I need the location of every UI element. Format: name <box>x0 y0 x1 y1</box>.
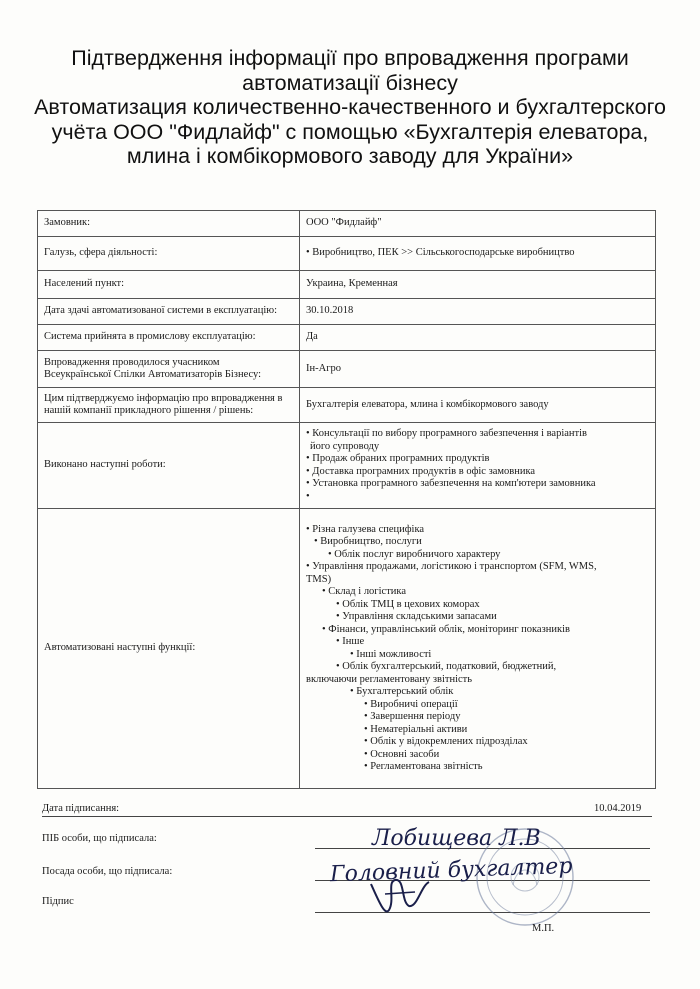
list-item: • Завершення періоду <box>364 711 461 722</box>
list-item: • Консультації по вибору програмного забезпечення і варіантів <box>306 428 587 439</box>
table-row <box>38 509 656 789</box>
functions-list <box>300 509 656 789</box>
accepted-value: Да <box>300 325 656 351</box>
handwritten-name: Лобищева Л.В <box>372 826 541 851</box>
signing-date-value: 10.04.2019 <box>594 803 642 814</box>
signer-name-label: ПІБ особи, що підписала: <box>42 833 157 844</box>
table-row <box>38 423 656 509</box>
list-item: TMS) <box>306 573 332 585</box>
list-item: • Регламентована звітність <box>364 761 483 772</box>
list-item: • Облік ТМЦ в цехових коморах <box>336 598 480 610</box>
list-item: • Установка програмного забезпечення на комп'ютери замовника <box>306 478 596 489</box>
list-item: • Облік бухгалтерський, податковий, бюджетний, <box>336 661 557 672</box>
partner-label-line: Всеукраїнської Спілки Автоматизаторів Бізнесу: <box>44 369 262 380</box>
list-item: • Управління складськими запасами <box>336 611 497 622</box>
title-line: млина і комбікормового заводу для України» <box>126 144 574 168</box>
title-line: автоматизації бізнесу <box>242 70 458 95</box>
solution-label <box>38 388 300 423</box>
works-list <box>300 423 656 509</box>
table-row <box>38 299 656 325</box>
list-item: • Виробничі операції <box>364 698 458 710</box>
date-label: Дата здачі автоматизованої системи в експлуатацію: <box>38 299 300 325</box>
handwritten-signature <box>365 872 435 922</box>
handwritten-position: Головний бухгалтер <box>329 853 573 888</box>
signer-position-label: Посада особи, що підписала: <box>42 866 173 877</box>
list-item: • Продаж обраних програмних продуктів <box>306 453 490 464</box>
list-item: • Склад і логістика <box>322 586 406 597</box>
solution-label-line: Цим підтверджуємо інформацію про впровадження в <box>44 392 283 404</box>
solution-value: Бухгалтерія елеватора, млина і комбікормового заводу <box>300 388 656 423</box>
accepted-label: Система прийнята в промислову експлуатацію: <box>38 325 300 351</box>
client-label: Замовник: <box>38 211 300 237</box>
table-row <box>38 351 656 388</box>
industry-label: Галузь, сфера діяльності: <box>38 237 300 271</box>
list-item: • <box>306 490 310 502</box>
title-line: учёта ООО "Фидлайф" с помощью «Бухгалтерія елеватора, <box>51 119 649 144</box>
document-title <box>20 46 680 169</box>
functions-label: Автоматизовані наступні функції: <box>38 509 300 789</box>
partner-label <box>38 351 300 388</box>
table-row <box>38 271 656 299</box>
list-item: • Управління продажами, логістикою і транспортом (SFM, WMS, <box>306 561 597 572</box>
info-table <box>37 210 656 789</box>
signature-label: Підпис <box>42 896 74 907</box>
list-item: • Різна галузева специфіка <box>306 523 425 535</box>
list-item: його супроводу <box>310 440 380 452</box>
industry-value: • Виробництво, ПЕК >> Сільськогосподарське виробництво <box>300 237 656 271</box>
partner-value: Ін-Агро <box>300 351 656 388</box>
title-line: Підтвердження інформації про впровадження програми <box>71 46 629 70</box>
table-row <box>38 388 656 423</box>
list-item: включаючи регламентовану звітність <box>306 673 473 685</box>
list-item: • Виробництво, послуги <box>314 536 422 547</box>
table-row <box>38 237 656 271</box>
mp-label: М.П. <box>532 923 555 934</box>
list-item: • Фінанси, управлінський облік, моніторинг показників <box>322 623 570 635</box>
title-line: Автоматизация количественно-качественного и бухгалтерского <box>34 95 666 119</box>
client-value: ООО "Фидлайф" <box>300 211 656 237</box>
list-item: • Бухгалтерський облік <box>350 686 454 697</box>
city-label: Населений пункт: <box>38 271 300 299</box>
date-value: 30.10.2018 <box>300 299 656 325</box>
list-item: • Облік послуг виробничого характеру <box>328 548 501 560</box>
partner-label-line: Впровадження проводилося учасником <box>44 356 220 368</box>
list-item: • Облік у відокремлених підрозділах <box>364 736 528 747</box>
signing-date-label: Дата підписання: <box>42 803 120 814</box>
works-label: Виконано наступні роботи: <box>38 423 300 509</box>
list-item: • Інше <box>336 636 365 647</box>
divider <box>42 816 652 817</box>
solution-label-line: нашій компанії прикладного рішення / рішень: <box>44 405 254 416</box>
list-item: • Інші можливості <box>350 648 432 660</box>
list-item: • Нематеріальні активи <box>364 723 468 735</box>
list-item: • Основні засоби <box>364 748 440 760</box>
list-item: • Доставка програмних продуктів в офіс замовника <box>306 465 536 477</box>
city-value: Украина, Кременная <box>300 271 656 299</box>
table-row <box>38 211 656 237</box>
table-row <box>38 325 656 351</box>
